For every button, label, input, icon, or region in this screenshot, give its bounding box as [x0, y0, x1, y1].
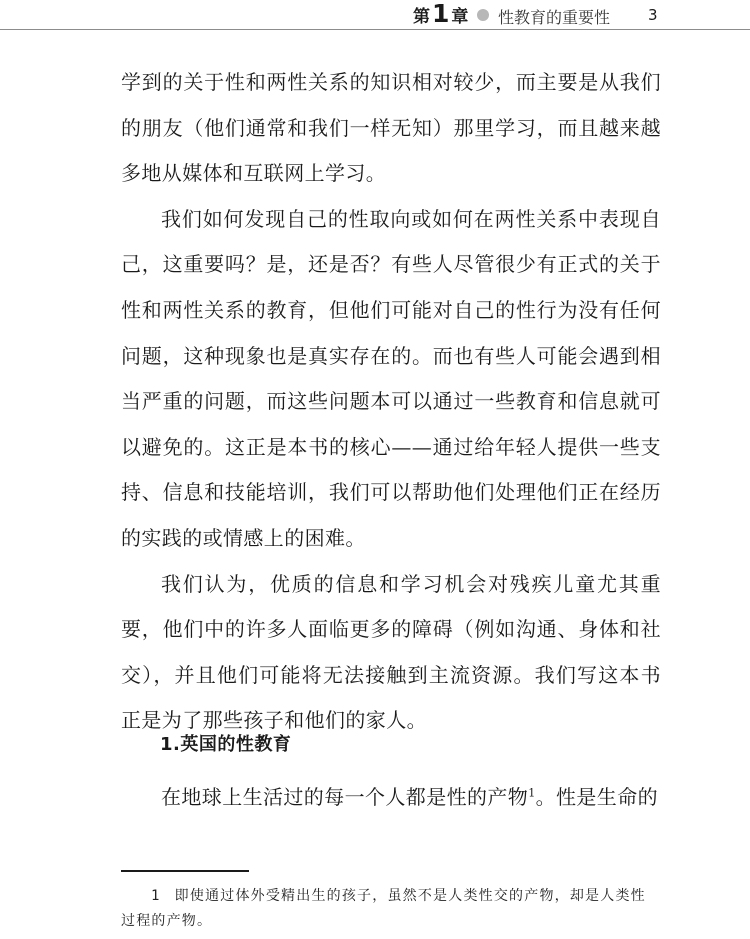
chapter-prefix: 第	[413, 7, 430, 27]
paragraph: 我们认为，优质的信息和学习机会对残疾儿童尤其重要，他们中的许多人面临更多的障碍（例如沟通、身体和社交），并且他们可能将无法接触到主流资源。我们写这本书正是为了那些孩子和他们的家人。	[121, 571, 661, 733]
section-paragraph-tail: 。性是生命的	[535, 785, 659, 809]
bullet-dot-icon	[477, 9, 489, 21]
body-text	[121, 60, 661, 744]
footnote-text: 即使通过体外受精出生的孩子，虽然不是人类性交的产物，却是人类性过程的产物。	[121, 888, 646, 929]
footnote-number: 1	[151, 888, 161, 904]
chapter-suffix: 章	[451, 7, 469, 27]
footnote	[121, 884, 661, 934]
page-number: 3	[648, 6, 658, 24]
footnote-reference[interactable]: 1	[528, 786, 536, 800]
section-paragraph-text: 在地球上生活过的每一个人都是性的产物	[161, 785, 529, 809]
chapter-number: 1	[432, 0, 450, 28]
running-header	[0, 0, 750, 30]
footnote-divider	[121, 870, 249, 872]
paragraph-continued: 学到的关于性和两性关系的知识相对较少，而主要是从我们的朋友（他们通常和我们一样无知）那里学习，而且越来越多地从媒体和互联网上学习。	[121, 70, 661, 186]
section-paragraph	[121, 775, 661, 821]
chapter-label	[413, 2, 468, 26]
section-heading: 1.英国的性教育	[160, 734, 292, 755]
header-divider	[0, 29, 750, 30]
chapter-title: 性教育的重要性	[498, 8, 611, 27]
paragraph: 我们如何发现自己的性取向或如何在两性关系中表现自己，这重要吗？是，还是否？有些人尽管很少有正式的关于性和两性关系的教育，但他们可能对自己的性行为没有任何问题，这种现象也是真实存在的。而也有些人可能会遇到相当严重的问题，而这些问题本可以通过一些教育和信息就可以避免的。这正是本书的核心——通过给年轻人提供一些支持、信息和技能培训，我们可以帮助他们处理他们正在经历的实践的或情感上的困难。	[121, 206, 661, 550]
